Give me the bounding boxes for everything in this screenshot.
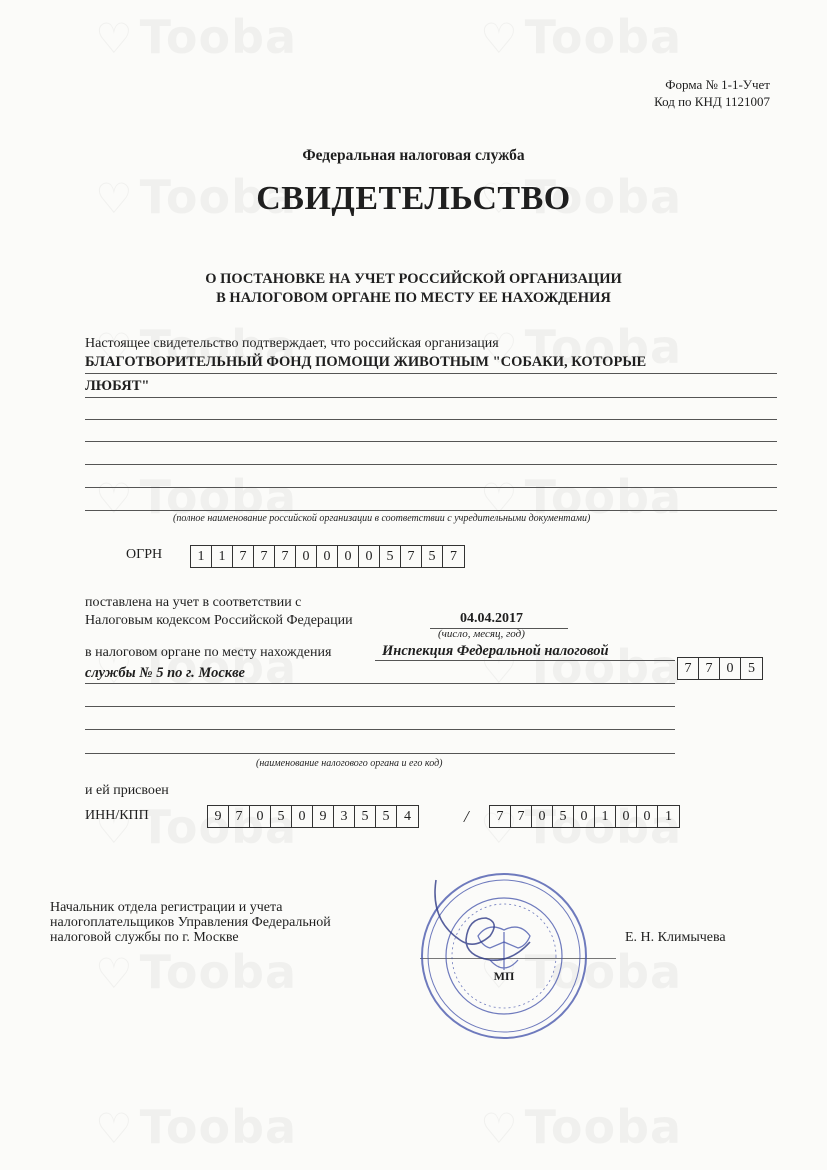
tax-office-code-digit: 7 [699, 658, 720, 679]
kpp-digit: 0 [574, 806, 595, 827]
signatory-title-line-2: налогоплательщиков Управления Федеральной [50, 915, 331, 930]
heart-icon [480, 14, 519, 63]
line [85, 441, 777, 442]
subtitle-line-2: В НАЛОГОВОМ ОРГАНЕ ПО МЕСТУ ЕЕ НАХОЖДЕНИЯ [216, 290, 611, 306]
tax-office-prefix: в налоговом органе по месту нахождения [85, 645, 332, 660]
ogrn-digit: 5 [422, 546, 443, 567]
ogrn-digit: 7 [450, 548, 457, 564]
ogrn-digit: 7 [401, 546, 422, 567]
ogrn-digit: 0 [338, 546, 359, 567]
inn-kpp-separator: / [464, 807, 469, 826]
tax-office-name-line-1: Инспекция Федеральной налоговой [382, 643, 609, 659]
watermark [95, 1100, 297, 1154]
kpp-digit: 0 [532, 806, 553, 827]
watermark [480, 1100, 682, 1154]
registration-line-2: Налоговым кодексом Российской Федерации [85, 613, 353, 628]
form-header [654, 76, 770, 110]
knd-code: Код по КНД 1121007 [654, 94, 770, 109]
inn-boxes [207, 805, 419, 828]
heart-icon [95, 14, 134, 63]
kpp-digit: 7 [511, 806, 532, 827]
kpp-digit: 1 [665, 808, 672, 824]
organization-name-line-1: БЛАГОТВОРИТЕЛЬНЫЙ ФОНД ПОМОЩИ ЖИВОТНЫМ "СОБАКИ, КОТОРЫЕ [85, 354, 647, 370]
watermark [95, 945, 297, 999]
watermark [95, 10, 297, 64]
eagle-emblem-detail [490, 932, 518, 970]
agency-name: Федеральная налоговая служба [302, 147, 525, 164]
form-number: Форма № 1-1-Учет [665, 77, 770, 92]
line [85, 706, 675, 707]
inn-digit: 5 [355, 806, 376, 827]
line [85, 753, 675, 754]
heart-icon [480, 1104, 519, 1153]
line [85, 397, 777, 398]
heart-icon [95, 1104, 134, 1153]
ogrn-digit: 0 [317, 546, 338, 567]
line [85, 487, 777, 488]
inn-digit: 3 [334, 806, 355, 827]
kpp-digit: 7 [490, 806, 511, 827]
registration-line-1: поставлена на учет в соответствии с [85, 595, 302, 610]
watermark [480, 10, 682, 64]
line [85, 464, 777, 465]
heart-icon [95, 474, 134, 523]
registration-date: 04.04.2017 [460, 611, 523, 626]
tax-office-name-line-2: службы № 5 по г. Москве [85, 665, 245, 681]
organization-name-line-2: ЛЮБЯТ" [85, 378, 150, 394]
stamp-label: МП [493, 969, 515, 983]
inn-kpp-label: ИНН/КПП [85, 808, 149, 823]
kpp-digit: 1 [595, 806, 616, 827]
heart-icon [95, 949, 134, 998]
line [85, 373, 777, 374]
ogrn-digit: 7 [275, 546, 296, 567]
line [85, 729, 675, 730]
signature [435, 880, 530, 960]
line [85, 683, 675, 684]
inn-digit: 9 [208, 806, 229, 827]
ogrn-digit: 1 [191, 546, 212, 567]
document-title: СВИДЕТЕЛЬСТВО [256, 180, 571, 217]
official-stamp [418, 870, 590, 1042]
inn-digit: 4 [404, 808, 411, 824]
ogrn-digit: 0 [296, 546, 317, 567]
ogrn-boxes [190, 545, 465, 568]
intro-text: Настоящее свидетельство подтверждает, что российская организация [85, 336, 499, 351]
inn-digit: 5 [376, 806, 397, 827]
tax-office-code-digit: 5 [748, 660, 755, 676]
tax-office-code-boxes [677, 657, 763, 680]
inn-digit: 0 [292, 806, 313, 827]
signatory-title [50, 900, 331, 945]
inn-digit: 7 [229, 806, 250, 827]
signatory-name: Е. Н. Климычева [625, 930, 726, 945]
organization-caption: (полное наименование российской организации в соответствии с учредительными документами) [173, 513, 591, 524]
kpp-digit: 0 [616, 806, 637, 827]
kpp-digit: 0 [637, 806, 658, 827]
ogrn-digit: 0 [359, 546, 380, 567]
inn-digit: 0 [250, 806, 271, 827]
document-subtitle [0, 270, 827, 308]
kpp-digit: 5 [553, 806, 574, 827]
ogrn-digit: 7 [233, 546, 254, 567]
inn-digit: 5 [271, 806, 292, 827]
tax-office-code-digit: 7 [678, 658, 699, 679]
ogrn-digit: 5 [380, 546, 401, 567]
inn-digit: 9 [313, 806, 334, 827]
signatory-title-line-1: Начальник отдела регистрации и учета [50, 900, 283, 915]
tax-office-caption: (наименование налогового органа и его код) [256, 758, 443, 769]
line [375, 660, 675, 661]
signatory-title-line-3: налоговой службы по г. Москве [50, 930, 239, 945]
ogrn-label: ОГРН [126, 547, 163, 562]
line [85, 419, 777, 420]
tax-office-code-digit: 0 [720, 658, 741, 679]
subtitle-line-1: О ПОСТАНОВКЕ НА УЧЕТ РОССИЙСКОЙ ОРГАНИЗАЦИИ [205, 271, 622, 287]
assigned-text: и ей присвоен [85, 783, 169, 798]
date-caption: (число, месяц, год) [438, 628, 525, 640]
kpp-boxes [489, 805, 680, 828]
line [85, 510, 777, 511]
ogrn-digit: 7 [254, 546, 275, 567]
ogrn-digit: 1 [212, 546, 233, 567]
